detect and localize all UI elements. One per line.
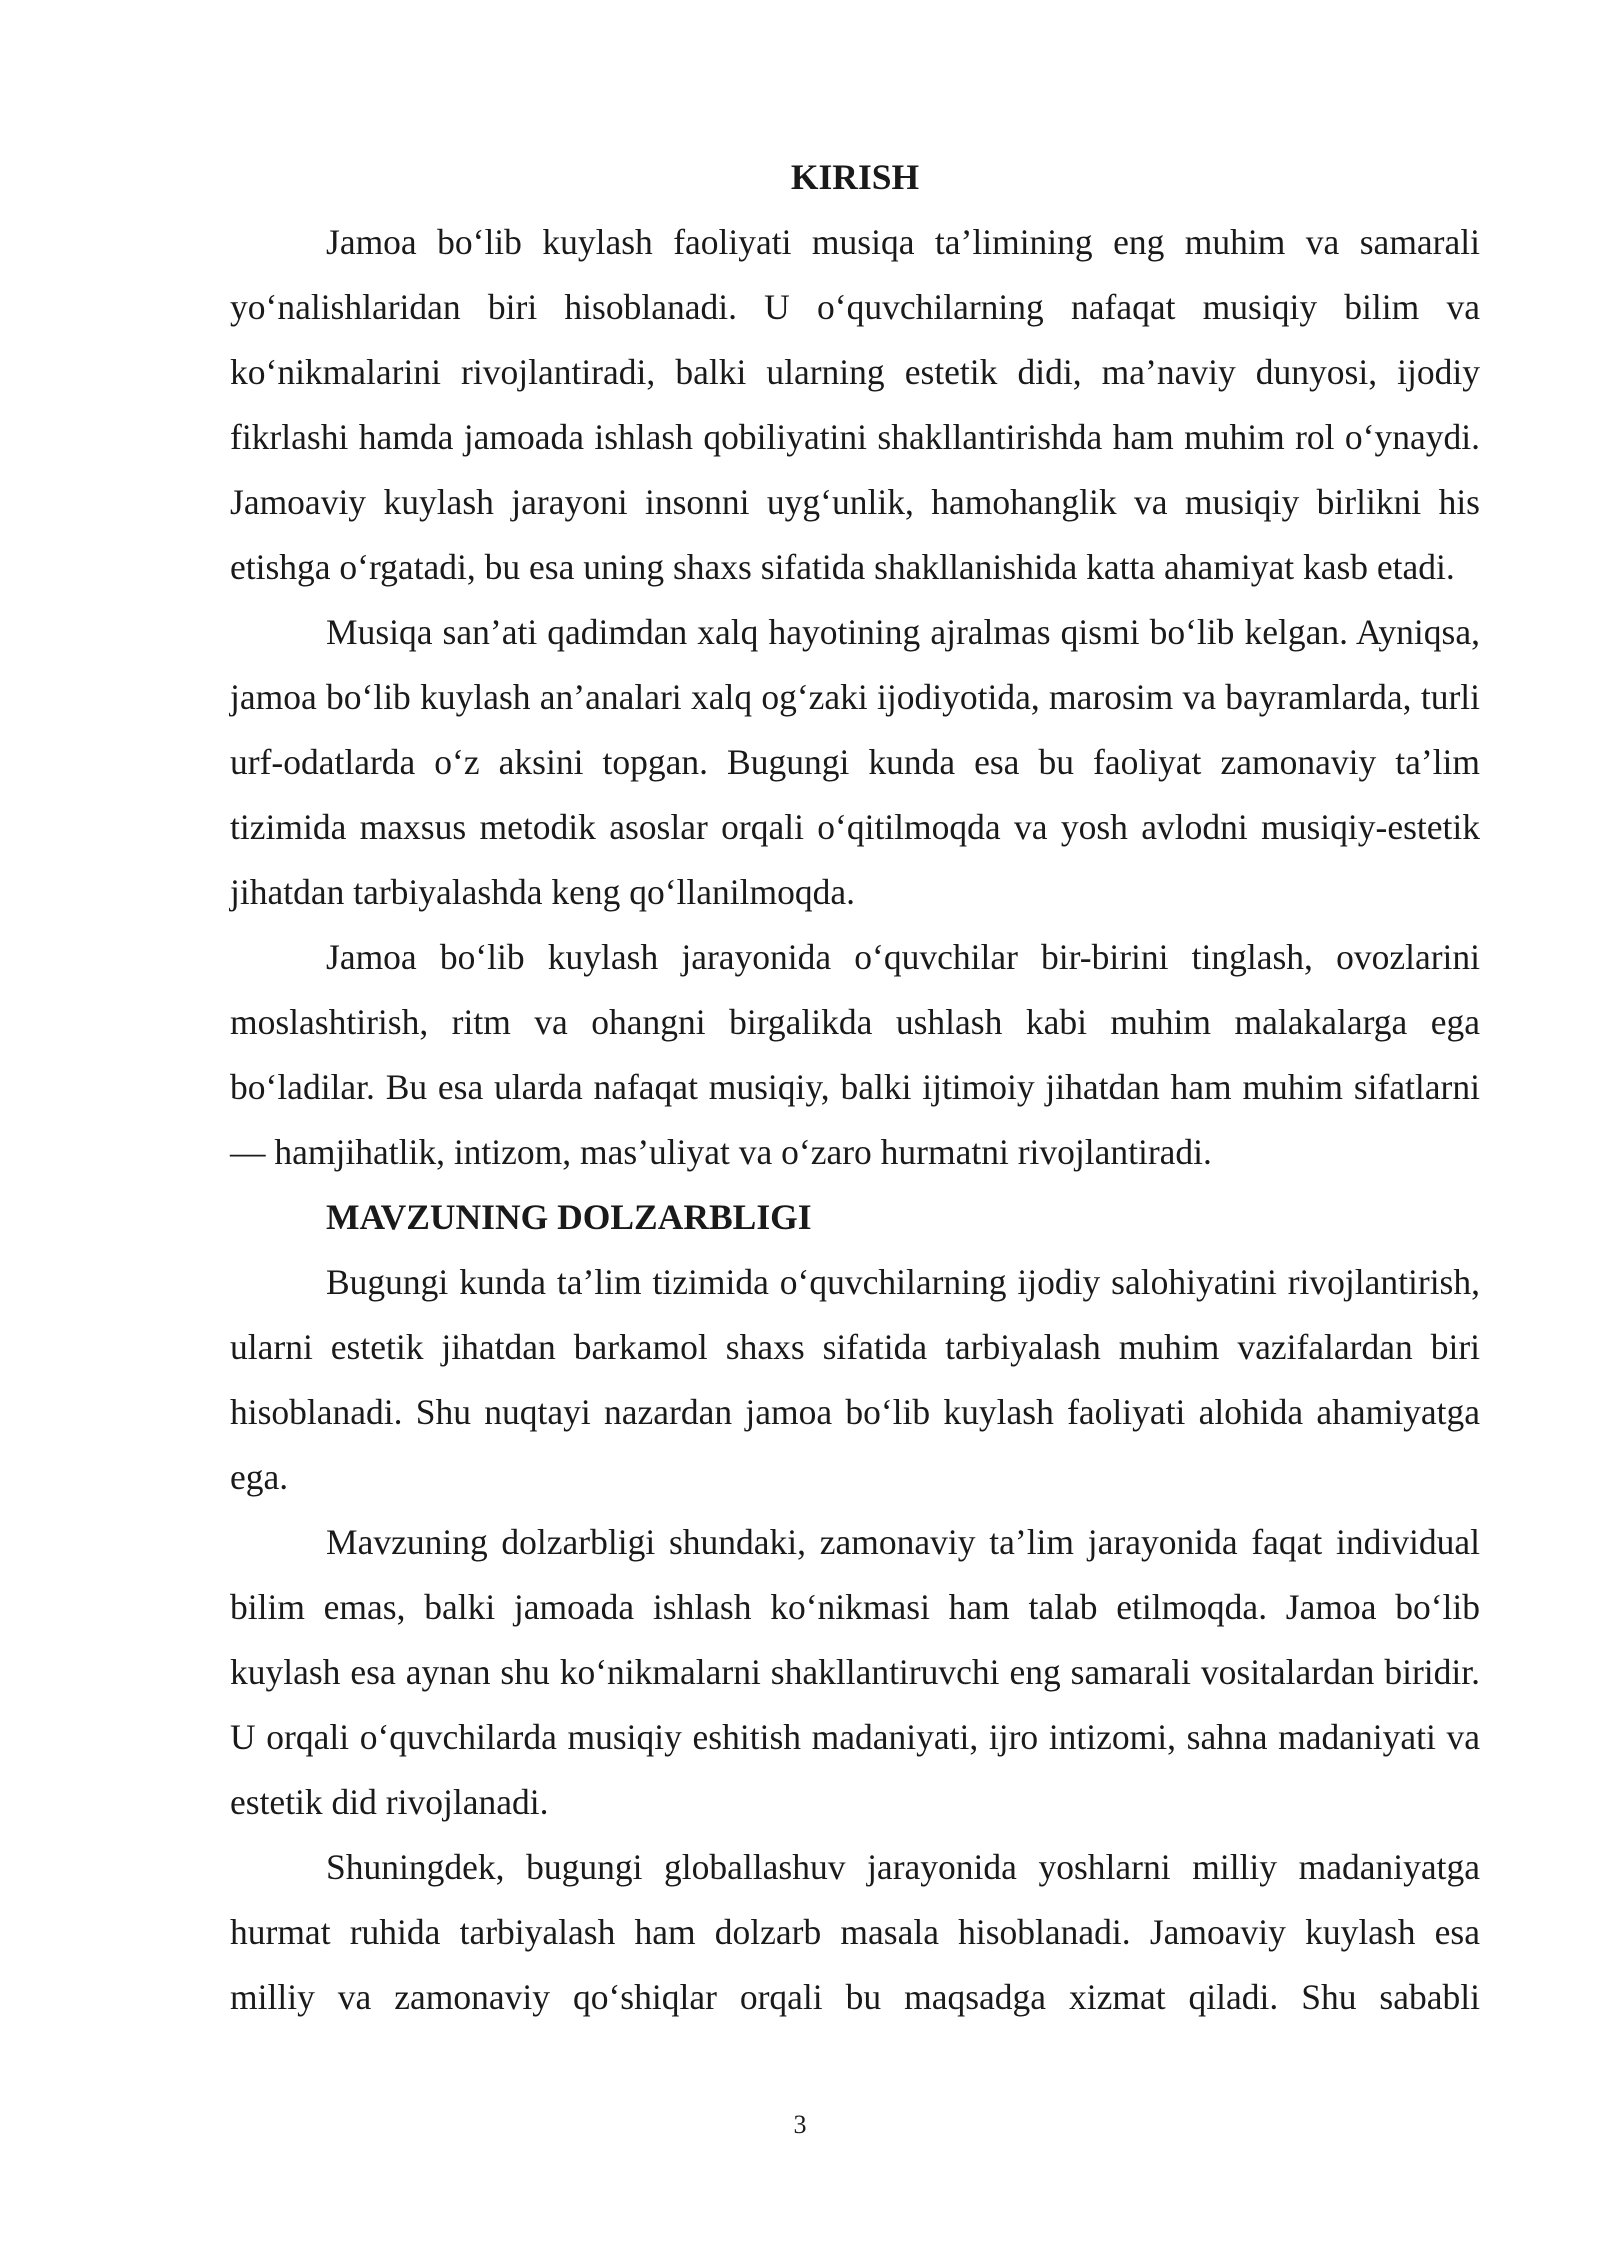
intro-paragraph-2: Musiqa san’ati qadimdan xalq hayotining ajralmas qismi bo‘lib kelgan. Ayniqsa, jamoa bo‘lib kuylash an’analari xalq og‘zaki ijodiyotida, marosim va bayramlarda, turli urf-odatlarda o‘z aksini topgan. Bugungi kunda esa bu faoliyat zamonaviy ta’lim tizimida maxsus metodik asoslar orqali o‘qitilmoqda va yosh avlodni musiqiy-estetik jihatdan tarbiyalashda keng qo‘llanilmoqda.: [230, 612, 1480, 912]
section-paragraph-2: Mavzuning dolzarbligi shundaki, zamonaviy ta’lim jarayonida faqat individual bilim emas, balki jamoada ishlash ko‘nikmasi ham talab etilmoqda. Jamoa bo‘lib kuylash esa aynan shu ko‘nikmalarni shakllantiruvchi eng samarali vositalardan biridir. U orqali o‘quvchilarda musiqiy eshitish madaniyati, ijro intizomi, sahna madaniyati va estetik did rivojlanadi.: [230, 1522, 1480, 1822]
page-number: 3: [793, 2110, 807, 2139]
section-heading: MAVZUNING DOLZARBLIGI: [326, 1197, 812, 1237]
intro-paragraph-3: Jamoa bo‘lib kuylash jarayonida o‘quvchilar bir-birini tinglash, ovozlarini moslashtirish, ritm va ohangni birgalikda ushlash kabi muhim malakalarga ega bo‘ladilar. Bu esa ularda nafaqat musiqiy, balki ijtimoiy jihatdan ham muhim sifatlarni — hamjihatlik, intizom, mas’uliyat va o‘zaro hurmatni rivojlantiradi.: [230, 937, 1480, 1172]
section-paragraph-1: Bugungi kunda ta’lim tizimida o‘quvchilarning ijodiy salohiyatini rivojlantirish, ularni estetik jihatdan barkamol shaxs sifatida tarbiyalash muhim vazifalardan biri hisoblanadi. Shu nuqtayi nazardan jamoa bo‘lib kuylash faoliyati alohida ahamiyatga ega.: [230, 1262, 1480, 1497]
page-title: KIRISH: [790, 157, 920, 197]
page-content: [230, 145, 1480, 2030]
intro-paragraph-1: Jamoa bo‘lib kuylash faoliyati musiqa ta’limining eng muhim va samarali yo‘nalishlaridan biri hisoblanadi. U o‘quvchilarning nafaqat musiqiy bilim va ko‘nikmalarini rivojlantiradi, balki ularning estetik didi, ma’naviy dunyosi, ijodiy fikrlashi hamda jamoada ishlash qobiliyatini shakllantirishda ham muhim rol o‘ynaydi. Jamoaviy kuylash jarayoni insonni uyg‘unlik, hamohanglik va musiqiy birlikni his etishga o‘rgatadi, bu esa uning shaxs sifatida shakllanishida katta ahamiyat kasb etadi.: [230, 222, 1480, 587]
section-paragraph-3: Shuningdek, bugungi globallashuv jarayonida yoshlarni milliy madaniyatga hurmat ruhida tarbiyalash ham dolzarb masala hisoblanadi. Jamoaviy kuylash esa milliy va zamonaviy qo‘shiqlar orqali bu maqsadga xizmat qiladi. Shu sababli: [230, 1847, 1480, 2017]
